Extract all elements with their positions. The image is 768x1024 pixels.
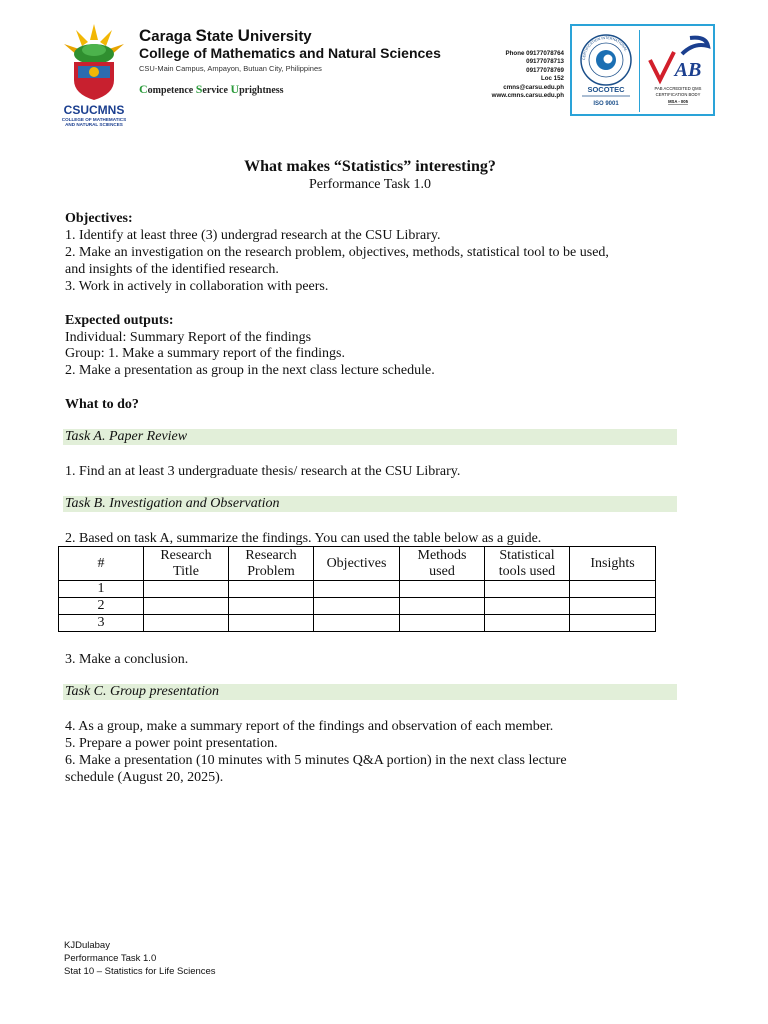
table-cell	[400, 581, 485, 598]
step-6: 6. Make a presentation (10 minutes with 5 minutes Q&A portion) in the next class lecture	[65, 753, 567, 768]
table-cell	[400, 598, 485, 615]
table-header-cell	[570, 547, 656, 581]
table-header-cell	[314, 547, 400, 581]
website-address: www.cmns.carsu.edu.ph	[491, 92, 564, 100]
table-cell	[570, 581, 656, 598]
university-initial-c: C	[139, 26, 152, 45]
task-c-label: Task C. Group presentation	[65, 684, 220, 699]
findings-guide-table	[58, 546, 656, 632]
motto-part1: ompetence	[147, 85, 196, 96]
phone-line: Phone 09177078764	[505, 50, 564, 57]
pab-accreditation-logo	[644, 32, 712, 112]
table-cell	[314, 598, 400, 615]
header-line: Insights	[590, 555, 635, 571]
table-header-cell	[400, 547, 485, 581]
pab-caption-2: CERTIFICATION BODY	[655, 92, 701, 97]
logo-text-top: CSUCMNS	[63, 103, 125, 117]
contact-block	[444, 50, 564, 100]
table-cell	[485, 598, 570, 615]
table-row	[59, 615, 656, 632]
objective-item: 3. Work in actively in collaboration with peers.	[65, 279, 329, 294]
task-a-label: Task A. Paper Review	[65, 429, 188, 444]
tree-icon	[74, 44, 114, 64]
header-line: Research	[245, 547, 297, 563]
motto-part3: prightness	[239, 85, 284, 96]
step-6-continued: schedule (August 20, 2025).	[65, 770, 224, 785]
outputs-heading: Expected outputs:	[65, 313, 174, 328]
row-number-cell: 3	[59, 615, 144, 632]
table-cell	[229, 615, 314, 632]
table-cell	[485, 581, 570, 598]
objective-item: 2. Make an investigation on the research problem, objectives, methods, statistical tool to be used,	[65, 245, 609, 260]
socotec-label: SOCOTEC	[587, 85, 625, 94]
table-row	[59, 581, 656, 598]
footer-task: Performance Task 1.0	[64, 953, 157, 964]
motto-initial-s: S	[195, 82, 203, 96]
step-1: 1. Find an at least 3 undergraduate thesis/ research at the CSU Library.	[65, 464, 461, 479]
header-line: used	[429, 563, 455, 579]
university-motto	[139, 82, 284, 97]
table-cell	[314, 581, 400, 598]
objective-item: 1. Identify at least three (3) undergrad research at the CSU Library.	[65, 228, 441, 243]
table-cell	[485, 615, 570, 632]
header-line: #	[97, 555, 105, 571]
header-line: Statistical	[499, 547, 555, 563]
university-name-part1: araga	[151, 28, 196, 45]
table-cell	[314, 615, 400, 632]
task-b-label: Task B. Investigation and Observation	[65, 496, 280, 511]
output-item: Individual: Summary Report of the findings	[65, 330, 312, 345]
csu-cmns-logo	[56, 20, 132, 128]
logo-text-line1: COLLEGE OF MATHEMATICS	[61, 117, 127, 122]
header-line: Objectives	[326, 555, 387, 571]
document-subtitle: Performance Task 1.0	[308, 177, 431, 192]
email-address: cmns@carsu.edu.ph	[503, 83, 564, 91]
task-b-banner	[63, 496, 677, 512]
table-cell	[229, 598, 314, 615]
pab-caption-3: MSA - 005	[668, 99, 688, 104]
step-3: 3. Make a conclusion.	[65, 652, 189, 667]
university-name-part2: tate	[206, 28, 238, 45]
table-header-cell	[59, 547, 144, 581]
logo-text-line2: AND NATURAL SCIENCES	[65, 122, 123, 127]
certification-box	[570, 24, 715, 116]
step-4: 4. As a group, make a summary report of the findings and observation of each member.	[65, 719, 554, 734]
table-cell	[570, 615, 656, 632]
footer-course: Stat 10 – Statistics for Life Sciences	[64, 966, 216, 977]
task-c-banner	[63, 684, 677, 700]
shield-icon	[74, 62, 114, 100]
document-title: What makes “Statistics” interesting?	[244, 158, 496, 175]
header-line: Problem	[247, 563, 295, 579]
pab-label: AB	[674, 59, 702, 81]
output-item: Group: 1. Make a summary report of the findings.	[65, 346, 345, 361]
cert-divider	[639, 30, 640, 112]
table-cell	[570, 598, 656, 615]
footer-author: KJDulabay	[64, 940, 110, 951]
table-cell	[400, 615, 485, 632]
objective-item: and insights of the identified research.	[65, 262, 279, 277]
table-cell	[144, 598, 229, 615]
table-header-cell	[229, 547, 314, 581]
university-initial-u: U	[237, 26, 250, 45]
university-name-part3: niversity	[249, 28, 312, 45]
table-header-cell	[144, 547, 229, 581]
step-2: 2. Based on task A, summarize the findings. You can used the table below as a guide.	[65, 531, 542, 546]
table-header-cell	[485, 547, 570, 581]
pab-check-icon	[650, 52, 674, 80]
row-number-cell: 2	[59, 598, 144, 615]
table-row	[59, 598, 656, 615]
university-initial-s: S	[195, 26, 207, 45]
iso-label: ISO 9001	[593, 101, 619, 107]
table-cell	[229, 581, 314, 598]
header-line: tools used	[498, 563, 556, 579]
task-a-banner	[63, 429, 677, 445]
pab-swoosh-icon	[682, 38, 708, 54]
table-cell	[144, 615, 229, 632]
local-number: Loc 152	[540, 75, 564, 83]
header-line: Methods	[417, 547, 467, 563]
motto-initial-c: C	[139, 82, 148, 96]
campus-address: CSU-Main Campus, Ampayon, Butuan City, Philippines	[139, 64, 322, 73]
header-line: Title	[173, 563, 199, 579]
motto-initial-u: U	[230, 82, 240, 96]
todo-heading: What to do?	[65, 397, 139, 412]
table-cell	[144, 581, 229, 598]
college-name: College of Mathematics and Natural Sciences	[139, 45, 441, 61]
socotec-iso-seal	[576, 30, 636, 112]
pab-caption-1: PAB ACCREDITED QMS	[654, 86, 702, 91]
step-5: 5. Prepare a power point presentation.	[65, 736, 278, 751]
table-header-row	[59, 547, 656, 581]
university-name	[139, 26, 312, 46]
ring-text: CERTIFICATION INTERNATIONAL	[581, 35, 628, 61]
phone-line-2: 09177078713	[526, 58, 564, 66]
motto-part2: ervice	[202, 85, 231, 96]
objectives-heading: Objectives:	[65, 211, 133, 226]
output-item: 2. Make a presentation as group in the next class lecture schedule.	[65, 363, 435, 378]
row-number-cell: 1	[59, 581, 144, 598]
phone-line-3: 09177078769	[526, 66, 564, 74]
header-line: Research	[160, 547, 212, 563]
